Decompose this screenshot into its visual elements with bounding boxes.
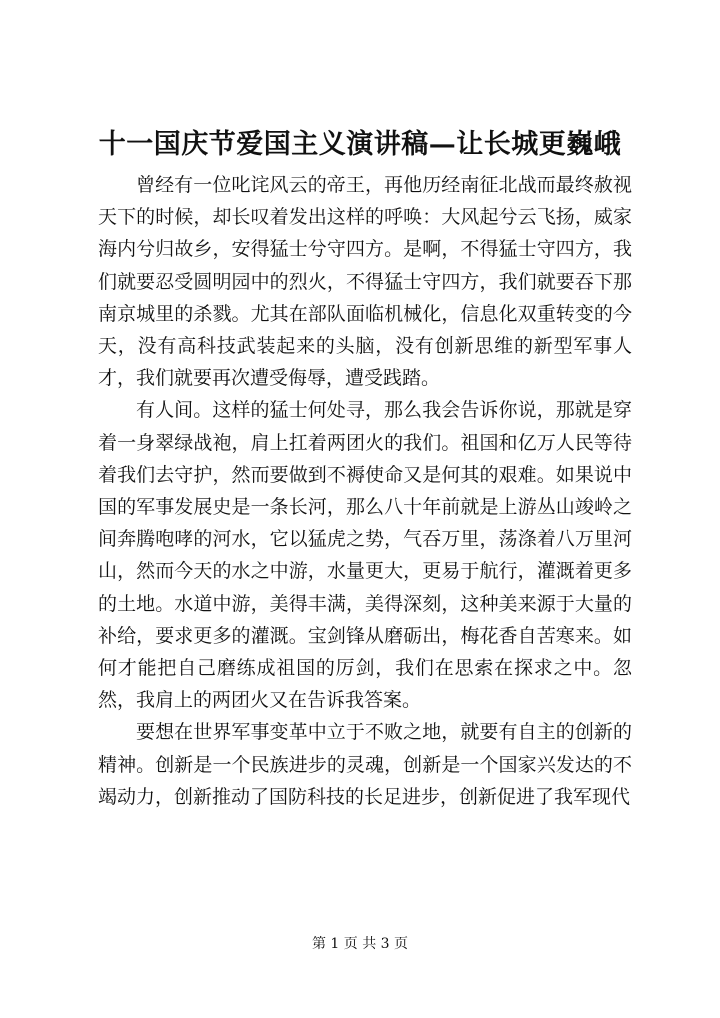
paragraph-3: 要想在世界军事变革中立于不败之地，就要有自主的创新的精神。创新是一个民族进步的灵魂，创新是一个国家兴发达的不竭动力，创新推动了国防科技的长足进步，创新促进了我军现代 bbox=[98, 721, 632, 808]
page-footer: 第 1 页 共 3 页 bbox=[311, 936, 409, 952]
document-body bbox=[98, 169, 632, 813]
paragraph-1: 曾经有一位叱诧风云的帝王，再他历经南征北战而最终赦视天下的时候，却长叹着发出这样的呼唤：大风起兮云飞扬，威家海内兮归故乡，安得猛士兮守四方。是啊，不得猛士守四方，我们就要忍受圆明园中的烈火，不得猛士守四方，我们就要吞下那南京城里的杀戮。尤其在部队面临机械化，信息化双重转变的今天，没有高科技武装起来的头脑，没有创新思维的新型军事人才，我们就要再次遭受侮辱，遭受践踏。 bbox=[98, 174, 632, 390]
document-title: 十一国庆节爱国主义演讲稿—让长城更巍峨 bbox=[98, 129, 622, 160]
paragraph-2: 有人间。这样的猛士何处寻，那么我会告诉你说，那就是穿着一身翠绿战袍，肩上扛着两团火的我们。祖国和亿万人民等待着我们去守护，然而要做到不褥使命又是何其的艰难。如果说中国的军事发展史是一条长河，那么八十年前就是上游丛山竣岭之间奔腾咆哮的河水，它以猛虎之势，气吞万里，荡涤着八万里河山，然而今天的水之中游，水量更大，更易于航行，灌溉着更多的土地。水道中游，美得丰满，美得深刻，这种美来源于大量的补给，要求更多的灌溉。宝剑锋从磨砺出，梅花香自苦寒来。如何才能把自己磨练成祖国的厉剑，我们在思索在探求之中。忽然，我肩上的两团火又在告诉我答案。 bbox=[98, 399, 632, 712]
